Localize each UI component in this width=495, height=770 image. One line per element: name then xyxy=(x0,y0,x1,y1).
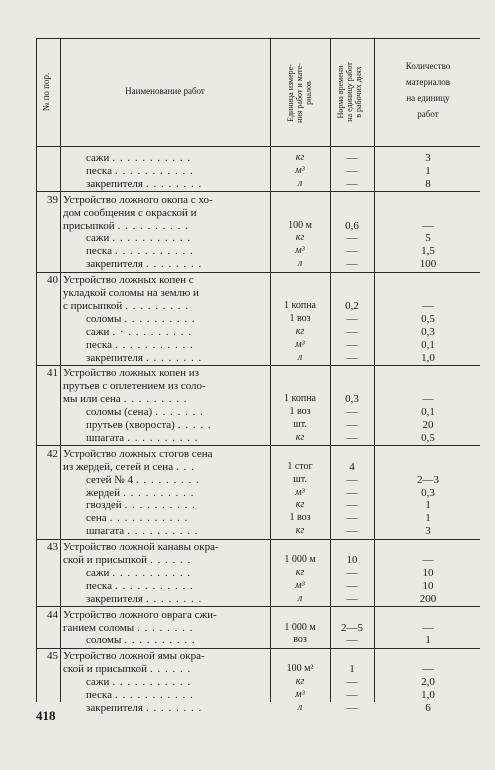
row-quantity: 1,5 xyxy=(421,245,435,258)
table-row xyxy=(0,541,495,553)
row-quantity: 5 xyxy=(425,232,431,245)
row-norm: — xyxy=(346,258,358,271)
row-unit: 1 копна xyxy=(284,393,316,405)
row-quantity: 1,0 xyxy=(421,351,435,364)
row-name xyxy=(63,220,268,232)
row-norm: — xyxy=(346,419,358,431)
table-row xyxy=(0,702,495,714)
table-row xyxy=(0,152,495,164)
row-name xyxy=(86,326,268,338)
row-leader-dots: . . . . . . xyxy=(150,554,192,566)
row-separator xyxy=(36,539,480,540)
row-norm: — xyxy=(346,499,358,512)
row-unit: 100 м xyxy=(288,219,312,231)
row-separator xyxy=(36,606,480,607)
header-col-num: № по пор. xyxy=(41,72,51,112)
header-col-qty-line-1: Количество xyxy=(405,61,451,71)
row-name-text: соломы xyxy=(86,312,122,325)
row-separator xyxy=(36,191,480,192)
row-quantity: 6 xyxy=(425,701,431,714)
row-name-text: ганием соломы xyxy=(63,621,135,634)
table-row xyxy=(0,525,495,537)
row-quantity: 0,3 xyxy=(421,325,435,338)
row-quantity: 0,1 xyxy=(421,406,435,419)
row-name xyxy=(86,525,268,537)
table-row xyxy=(0,220,495,232)
table-row xyxy=(0,274,495,286)
row-name xyxy=(86,567,268,579)
table-row xyxy=(0,207,495,219)
row-name-text: закрепителя xyxy=(86,701,143,714)
row-separator xyxy=(36,272,480,273)
row-leader-dots: . . . . . . . . . . . xyxy=(112,566,192,579)
table-row xyxy=(0,474,495,486)
row-leader-dots: . . . . . . . . . . . xyxy=(112,232,192,245)
table-row xyxy=(0,567,495,579)
row-unit: м³ xyxy=(295,245,305,257)
row-name xyxy=(63,393,268,405)
row-leader-dots: . . . . . . . . xyxy=(145,351,203,364)
table-row xyxy=(0,593,495,605)
table-row xyxy=(0,380,495,392)
row-leader-dots: . . . . . . . . . . . xyxy=(112,152,192,164)
row-norm: — xyxy=(346,512,358,525)
row-name-text: Устройство ложного окопа с хо- xyxy=(63,193,213,206)
row-norm: — xyxy=(346,566,358,579)
row-quantity: 2,0 xyxy=(421,676,435,689)
row-unit: л xyxy=(297,592,303,604)
row-name-text: сажи xyxy=(86,232,110,245)
row-quantity: — xyxy=(422,299,434,312)
row-number: 40 xyxy=(47,274,58,287)
row-name xyxy=(86,702,268,714)
row-unit: л xyxy=(297,258,303,270)
row-leader-dots: . . . . . . . . . . xyxy=(127,431,199,444)
table-row xyxy=(0,609,495,621)
row-name xyxy=(86,232,268,244)
table-row xyxy=(0,622,495,634)
row-leader-dots: . . . . . . . . . . . xyxy=(109,512,189,525)
row-separator xyxy=(36,648,480,649)
row-name-text: закрепителя xyxy=(86,592,143,605)
row-number: 41 xyxy=(47,367,58,380)
row-unit: кг xyxy=(295,499,305,511)
page-number: 418 xyxy=(36,708,56,723)
row-name-text: песка xyxy=(86,245,112,258)
row-name-text: песка xyxy=(86,338,112,351)
row-name xyxy=(63,448,268,460)
row-unit: л xyxy=(297,351,303,363)
row-name-text: сажи xyxy=(86,676,110,689)
row-leader-dots: . . . . . . . . . . xyxy=(127,525,199,538)
row-norm: 0,6 xyxy=(345,219,359,232)
row-leader-dots: . . . . . . . . xyxy=(137,621,194,634)
row-name-text: ской и присыпкой xyxy=(63,663,148,676)
row-name xyxy=(63,380,268,392)
row-unit: 1 000 м xyxy=(284,621,316,633)
row-leader-dots: . . . . . . . . . . . xyxy=(115,245,194,258)
table-row xyxy=(0,326,495,338)
row-leader-dots: . . . . . . . . . . . xyxy=(115,338,194,351)
row-leader-dots: . . . . . . . . . xyxy=(125,299,189,312)
table-row xyxy=(0,448,495,460)
table-row xyxy=(0,393,495,405)
table-row xyxy=(0,367,495,379)
row-name-text: сажи xyxy=(86,152,110,164)
row-name xyxy=(86,313,268,325)
row-norm: — xyxy=(346,579,358,592)
row-number: 43 xyxy=(47,541,58,554)
row-quantity: 3 xyxy=(425,152,431,164)
row-name xyxy=(86,512,268,524)
row-name xyxy=(63,461,268,473)
row-name-text: присыпкой xyxy=(63,219,115,232)
row-name xyxy=(63,541,268,553)
row-norm: — xyxy=(346,177,358,190)
row-norm: — xyxy=(346,351,358,364)
row-name xyxy=(86,432,268,444)
table-row xyxy=(0,663,495,675)
row-name-text: закрепителя xyxy=(86,177,143,190)
row-name xyxy=(86,676,268,688)
row-norm: 2—5 xyxy=(341,621,363,634)
row-quantity: 100 xyxy=(419,258,437,271)
row-separator xyxy=(36,365,480,366)
row-leader-dots: . . . . . . . . xyxy=(145,258,203,271)
row-unit: л xyxy=(297,701,303,713)
row-norm: — xyxy=(346,486,358,499)
table-row xyxy=(0,287,495,299)
header-col-unit: Единица измере- ния работ и мате- риалов xyxy=(286,63,313,123)
table-row xyxy=(0,432,495,444)
header-bottom-border xyxy=(36,146,480,147)
row-name xyxy=(86,487,268,499)
row-unit: м³ xyxy=(295,689,305,700)
row-leader-dots: . · . . . . . . . . . xyxy=(112,325,193,338)
row-name-text: ской и присыпкой xyxy=(63,554,148,566)
row-quantity: 2—3 xyxy=(417,473,439,486)
table-row xyxy=(0,165,495,177)
row-unit: кг xyxy=(295,676,305,688)
row-norm: — xyxy=(346,701,358,714)
table-row xyxy=(0,313,495,325)
row-unit: кг xyxy=(295,325,305,337)
row-name xyxy=(86,580,268,592)
row-unit: 1 копна xyxy=(284,299,316,311)
row-quantity: — xyxy=(422,663,434,676)
row-quantity: 200 xyxy=(419,592,437,605)
row-unit: м³ xyxy=(295,486,305,498)
row-name-text: шпагата xyxy=(86,525,125,538)
table-row xyxy=(0,258,495,270)
row-norm: 1 xyxy=(349,663,355,676)
header-col-qty xyxy=(376,58,480,122)
table-row xyxy=(0,580,495,592)
row-name-text: соломы xyxy=(86,634,122,647)
row-quantity: 1 xyxy=(425,164,431,177)
row-name xyxy=(63,287,268,299)
row-unit: шт. xyxy=(293,473,307,485)
row-leader-dots: . . . . . . . . . . xyxy=(124,634,196,647)
row-number: 42 xyxy=(47,447,58,460)
row-leader-dots: . . . . . . . . . . . xyxy=(115,579,194,592)
row-name-text: закрепителя xyxy=(86,258,143,271)
row-name xyxy=(86,406,268,418)
row-name xyxy=(63,274,268,286)
row-leader-dots: . . . . . . . . . . . xyxy=(115,689,194,701)
row-quantity: — xyxy=(422,554,434,566)
row-name-text: укладкой соломы на землю и xyxy=(63,287,199,299)
row-unit: воз xyxy=(293,634,307,646)
row-name xyxy=(86,152,268,164)
row-name-text: мы или сена xyxy=(63,393,121,406)
row-norm: — xyxy=(346,152,358,164)
row-name-text: сена xyxy=(86,512,107,525)
row-name xyxy=(86,419,268,431)
table-row xyxy=(0,245,495,257)
table-row xyxy=(0,178,495,190)
row-norm: — xyxy=(346,592,358,605)
row-name-text: песка xyxy=(86,689,112,701)
row-name xyxy=(63,609,268,621)
row-separator xyxy=(36,445,480,446)
row-name-text: песка xyxy=(86,579,112,592)
row-unit: кг xyxy=(295,525,305,537)
row-quantity: 0,1 xyxy=(421,338,435,351)
row-name xyxy=(63,554,268,566)
row-name-text: сажи xyxy=(86,566,110,579)
row-norm: — xyxy=(346,634,358,647)
row-name-text: дом сообщения с окраской и xyxy=(63,206,197,219)
row-number: 45 xyxy=(47,650,58,663)
row-unit: 1 стог xyxy=(287,460,313,472)
row-name xyxy=(63,622,268,634)
header-col-qty-line-3: на единицу xyxy=(406,93,450,103)
row-name xyxy=(86,352,268,364)
table-row xyxy=(0,634,495,646)
row-leader-dots: . . . . . . . . xyxy=(145,592,203,605)
row-leader-dots: . . . . . . . . . . xyxy=(124,312,196,325)
row-name xyxy=(63,367,268,379)
row-leader-dots: . . . . . . . . . . xyxy=(124,499,196,512)
row-norm: — xyxy=(346,525,358,538)
row-quantity: 1 xyxy=(425,499,431,512)
row-leader-dots: . . . . . . . . xyxy=(145,701,203,714)
row-unit: кг xyxy=(295,566,305,578)
table-row xyxy=(0,499,495,511)
row-name xyxy=(63,207,268,219)
table-row xyxy=(0,512,495,524)
row-leader-dots: . . . . . . xyxy=(150,663,192,676)
table-row xyxy=(0,339,495,351)
row-norm: 0,3 xyxy=(345,393,359,406)
table-row xyxy=(0,406,495,418)
row-norm: 10 xyxy=(346,554,358,566)
row-unit: 1 воз xyxy=(289,406,311,418)
row-name-text: закрепителя xyxy=(86,351,143,364)
row-quantity: — xyxy=(422,219,434,232)
row-name-text: из жердей, сетей и сена xyxy=(63,460,174,473)
row-leader-dots: . . . . . . . . . . xyxy=(117,219,189,232)
row-unit: 100 м² xyxy=(286,663,314,675)
row-name-text: сетей № 4 xyxy=(86,473,133,486)
table-top-border xyxy=(36,38,480,39)
header-col-norm: Норма времени на единицу работ в рабочих днях xyxy=(336,62,363,122)
row-norm: — xyxy=(346,431,358,444)
row-quantity: 20 xyxy=(422,419,434,431)
row-unit: м³ xyxy=(295,579,305,591)
row-unit: шт. xyxy=(293,419,307,430)
row-leader-dots: . . . . . . . . xyxy=(145,177,203,190)
row-name xyxy=(86,165,268,177)
row-unit: 1 воз xyxy=(289,312,311,324)
row-norm: — xyxy=(346,164,358,177)
row-quantity: 3 xyxy=(425,525,431,538)
row-name-text: сажи xyxy=(86,325,110,338)
table-row xyxy=(0,554,495,566)
row-name xyxy=(86,258,268,270)
table-row xyxy=(0,676,495,688)
row-name-text: песка xyxy=(86,164,112,177)
table-row xyxy=(0,194,495,206)
row-unit: м³ xyxy=(295,338,305,350)
row-unit: 1 000 м xyxy=(284,554,316,565)
row-name-text: прутьев (хвороста) xyxy=(86,419,175,431)
row-quantity: 1 xyxy=(425,634,431,647)
row-leader-dots: . . . . . . . . . xyxy=(123,393,188,406)
row-name xyxy=(86,245,268,257)
row-name-text: прутьев с оплетением из соло- xyxy=(63,380,206,393)
row-name xyxy=(86,474,268,486)
row-norm: — xyxy=(346,245,358,258)
row-number: 39 xyxy=(47,193,58,206)
row-name xyxy=(86,178,268,190)
row-name-text: Устройство ложной канавы окра- xyxy=(63,541,219,554)
row-unit: кг xyxy=(295,431,305,443)
row-quantity: — xyxy=(422,621,434,634)
header-col-qty-line-2: материалов xyxy=(406,77,450,87)
table-row xyxy=(0,487,495,499)
row-name xyxy=(63,300,268,312)
row-name-text: жердей xyxy=(86,486,121,499)
row-norm: — xyxy=(346,338,358,351)
row-name xyxy=(86,634,268,646)
row-quantity: 1,0 xyxy=(421,689,435,701)
row-name-text: соломы (сена) xyxy=(86,406,153,419)
row-norm: — xyxy=(346,406,358,419)
table-row xyxy=(0,689,495,701)
row-quantity: 10 xyxy=(422,579,434,592)
row-leader-dots: . . . . . . . xyxy=(155,406,204,419)
row-name-text: Устройство ложных стогов сена xyxy=(63,447,213,460)
row-name-text: гвоздей xyxy=(86,499,122,512)
row-name xyxy=(86,689,268,701)
row-name xyxy=(63,663,268,675)
row-norm: — xyxy=(346,312,358,325)
row-quantity: 0,5 xyxy=(421,312,435,325)
table-row xyxy=(0,352,495,364)
row-name xyxy=(63,194,268,206)
row-norm: — xyxy=(346,232,358,245)
row-norm: — xyxy=(346,676,358,689)
table-row xyxy=(0,461,495,473)
header-col-qty-line-4: работ xyxy=(417,109,439,119)
table-row xyxy=(0,232,495,244)
row-leader-dots: . . . . . . . . . xyxy=(135,473,200,486)
row-name-text: с присыпкой xyxy=(63,299,123,312)
row-name-text: Устройство ложной ямы окра- xyxy=(63,650,205,663)
row-unit: м³ xyxy=(295,164,305,176)
header-col-name: Наименование работ xyxy=(125,86,205,96)
table-row xyxy=(0,300,495,312)
row-name xyxy=(86,593,268,605)
row-name xyxy=(63,650,268,662)
row-quantity: 8 xyxy=(425,177,431,190)
row-unit: л xyxy=(297,177,303,189)
row-leader-dots: . . . xyxy=(176,460,195,473)
row-leader-dots: . . . . . xyxy=(177,419,212,431)
row-unit: 1 воз xyxy=(289,512,311,524)
row-leader-dots: . . . . . . . . . . . xyxy=(112,676,192,689)
row-number: 44 xyxy=(47,608,58,621)
row-quantity: 10 xyxy=(422,566,434,579)
row-unit: кг xyxy=(295,232,305,244)
row-quantity: — xyxy=(422,393,434,406)
row-quantity: 0,3 xyxy=(421,486,435,499)
row-name xyxy=(86,499,268,511)
table-row xyxy=(0,650,495,662)
row-leader-dots: . . . . . . . . . . . xyxy=(115,164,194,177)
row-name-text: Устройство ложных копен из xyxy=(63,367,200,380)
row-norm: 4 xyxy=(349,460,355,473)
row-name-text: Устройство ложных копен с xyxy=(63,274,194,287)
row-name-text: Устройство ложного оврага сжи- xyxy=(63,608,217,621)
row-norm: 0,2 xyxy=(345,299,359,312)
row-quantity: 0,5 xyxy=(421,431,435,444)
row-norm: — xyxy=(346,325,358,338)
row-norm: — xyxy=(346,689,358,701)
row-unit: кг xyxy=(295,152,305,163)
row-norm: — xyxy=(346,473,358,486)
row-leader-dots: . . . . . . . . . . xyxy=(123,486,195,499)
row-name xyxy=(86,339,268,351)
table-row xyxy=(0,419,495,431)
row-quantity: 1 xyxy=(425,512,431,525)
row-name-text: шпагата xyxy=(86,431,125,444)
